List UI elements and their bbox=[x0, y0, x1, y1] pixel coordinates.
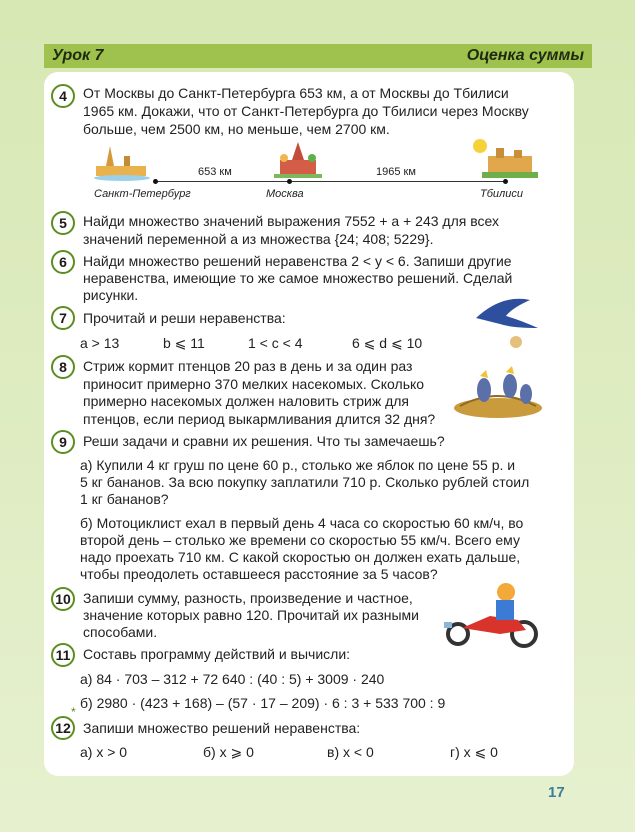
task9-b-line-3: надо проехать 710 км. С какой скоростью он должен ехать дальше, bbox=[80, 549, 521, 565]
task-number-4: 4 bbox=[51, 84, 75, 108]
task5-line-2: значений переменной a из множества {24; 408; 5229}. bbox=[83, 231, 434, 247]
task12-item-d: г) x ⩽ 0 bbox=[450, 744, 498, 760]
task-number-12: 12 bbox=[51, 716, 75, 740]
task9-b-line-1: б) Мотоциклист ехал в первый день 4 часа со скоростью 60 км/ч, во bbox=[80, 515, 524, 531]
swift-bird-illustration bbox=[472, 294, 542, 356]
route-point-moscow bbox=[287, 179, 292, 184]
task10-line-3: способами. bbox=[83, 624, 158, 640]
task9-a-line-3: 1 кг бананов? bbox=[80, 491, 169, 507]
route-point-tbilisi bbox=[503, 179, 508, 184]
task6-line-1: Найди множество решений неравенства 2 < y < 6. Запиши другие bbox=[83, 253, 512, 269]
task7-item-3: 1 < c < 4 bbox=[248, 335, 303, 351]
moscow-illustration bbox=[270, 140, 326, 182]
task7-item-2: b ⩽ 11 bbox=[163, 335, 205, 351]
task10-line-1: Запиши сумму, разность, произведение и частное, bbox=[83, 590, 413, 606]
task7-item-4: 6 ⩽ d ⩽ 10 bbox=[352, 335, 423, 351]
task12-item-a: а) x > 0 bbox=[80, 744, 128, 760]
task11-b: б) 2980 · (423 + 168) – (57 · 17 – 209) · 6 : 3 + 533 700 : 9 bbox=[80, 695, 446, 711]
task4-line-3: больше, чем 2500 км, но меньше, чем 2700 км. bbox=[83, 121, 390, 137]
task9-a-line-2: 5 кг бананов. За всю покупку заплатили 710 р. Сколько рублей стоил bbox=[80, 474, 530, 490]
task-number-9: 9 bbox=[51, 430, 75, 454]
task5-line-1: Найди множество значений выражения 7552 + a + 243 для всех bbox=[83, 213, 499, 229]
task8-line-2: приносит примерно 370 мелких насекомых. Сколько bbox=[83, 376, 425, 392]
saint-petersburg-illustration bbox=[88, 140, 156, 184]
task4-line-2: 1965 км. Докажи, что от Санкт-Петербурга до Тбилиси через Москву bbox=[83, 103, 529, 119]
task8-line-4: птенцов, если период выкармливания длится 32 дня? bbox=[83, 411, 436, 427]
task9-a-line-1: а) Купили 4 кг груш по цене 60 р., столько же яблок по цене 55 р. и bbox=[80, 457, 516, 473]
route-point-spb bbox=[153, 179, 158, 184]
city-label-spb: Санкт-Петербург bbox=[94, 188, 191, 200]
task-number-10: 10 bbox=[51, 587, 75, 611]
distance-spb-moscow: 653 км bbox=[198, 166, 232, 178]
task-number-6: 6 bbox=[51, 250, 75, 274]
task9-line: Реши задачи и сравни их решения. Что ты замечаешь? bbox=[83, 433, 445, 449]
lesson-topic: Оценка суммы bbox=[466, 47, 584, 64]
lesson-label: Урок 7 bbox=[52, 47, 104, 64]
task8-line-3: примерно насекомых должен наловить стриж для bbox=[83, 393, 410, 409]
city-label-tbilisi: Тбилиси bbox=[480, 188, 523, 200]
route-line bbox=[155, 181, 505, 182]
task12-item-c: в) x < 0 bbox=[327, 744, 374, 760]
tbilisi-illustration bbox=[470, 134, 542, 182]
task12-star: * bbox=[71, 705, 76, 719]
nest-with-chicks-illustration bbox=[450, 356, 544, 422]
task-number-8: 8 bbox=[51, 355, 75, 379]
distance-moscow-tbilisi: 1965 км bbox=[376, 166, 416, 178]
task11-line: Составь программу действий и вычисли: bbox=[83, 646, 351, 662]
task4-line-1: От Москвы до Санкт-Петербурга 653 км, а от Москвы до Тбилиси bbox=[83, 85, 509, 101]
task9-b-line-2: второй день – столько же времени со скоростью 55 км/ч. Всего ему bbox=[80, 532, 520, 548]
task12-line: Запиши множество решений неравенства: bbox=[83, 720, 361, 736]
task-number-7: 7 bbox=[51, 306, 75, 330]
lesson-header bbox=[44, 44, 592, 68]
task7-line: Прочитай и реши неравенства: bbox=[83, 310, 286, 326]
task6-line-3: рисунки. bbox=[83, 287, 139, 303]
motorcyclist-illustration bbox=[440, 578, 546, 652]
task12-item-b: б) x ⩾ 0 bbox=[203, 744, 254, 760]
city-label-moscow: Москва bbox=[266, 188, 304, 200]
task7-item-1: a > 13 bbox=[80, 335, 120, 351]
task9-b-line-4: чтобы преодолеть оставшееся расстояние за 5 часов? bbox=[80, 566, 438, 582]
task10-line-2: значение которых равно 120. Прочитай их разными bbox=[83, 607, 420, 623]
task6-line-2: неравенства, имеющие то же самое множество решений. Сделай bbox=[83, 270, 513, 286]
task-number-11: 11 bbox=[51, 643, 75, 667]
task11-a: а) 84 · 703 – 312 + 72 640 : (40 : 5) + 3009 · 240 bbox=[80, 671, 385, 687]
task8-line-1: Стриж кормит птенцов 20 раз в день и за один раз bbox=[83, 358, 413, 374]
task-number-5: 5 bbox=[51, 211, 75, 235]
page-number: 17 bbox=[548, 784, 565, 801]
